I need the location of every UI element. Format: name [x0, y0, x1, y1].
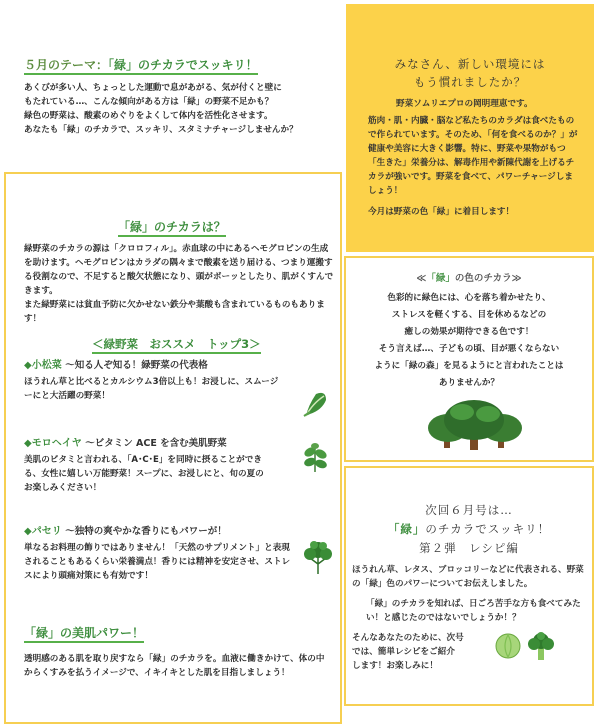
intro-section [24, 54, 344, 137]
intro-line-3: 緑色の野菜は、酸素のめぐりをよくして体内を活性化させます。 [24, 111, 273, 121]
next-line-3: 第２弾 レシピ編 [419, 541, 519, 555]
greeting-closing: 今月は野菜の色「緑」に着目します！ [368, 207, 515, 217]
next-body-3: そんなあなたのために、次号 では、簡単レシピをご紹介 します！お楽しみに！ [352, 633, 464, 671]
item-desc: 美肌のビタミと言われる、「A･C･E」を同時に摂ることができる、女性に嬉しい万能野菜！スープに、お浸しにと、旬の夏のお楽しみください！ [24, 455, 264, 493]
item-tagline: 〜独特の爽やかな香りにもパワーが！ [65, 526, 227, 537]
moroheiya-icon [298, 440, 332, 474]
item-desc: 単なるお料理の飾りではありません！「天然のサプリメント」と表現されることもあるくらい栄養満点！香りには精神を安定させ、ストレスにより頭痛対策にも有効です！ [24, 543, 291, 581]
parsley-icon [300, 536, 336, 576]
greeting-subtitle: 野菜ソムリエプロの岡明理恵です。 [396, 99, 533, 109]
forest-body: 色彩的に緑色には、心を落ち着かせたり、 ストレスを軽くする、目を休めるなどの 癒しの効果が期待できる色です！ そう言えば…、子どもの頃、目が悪くならない ように「緑の森」を見るようにと言われたことは ありませんか？ [374, 293, 564, 388]
next-line-2: 「緑」のチカラでスッキリ！ [387, 522, 551, 536]
broccoli-icon [526, 630, 556, 662]
item-desc: ほうれん草と比べるとカルシウム3倍以上も！お浸しに、スムージーにと大活躍の野菜！ [24, 377, 279, 401]
next-line-1: 次回６月号は… [425, 503, 513, 517]
top3-item-parsley [24, 524, 324, 583]
item-name: ◆パセリ [24, 526, 62, 537]
greeting-body: 筋肉・肌・内臓・脳など私たちのカラダは食べたもので作られています。そのため、「何を食べるのか？」が健康や美容に大きく影響。特に、野菜や果物がもつ「生きた」栄養分は、解毒作用や新陳代謝を上げるチカラが強いです。野菜を食べて、パワーチャージしましょう！ [368, 116, 578, 196]
intro-line-1: あくびが多い人、ちょっとした運動で息があがる、気が付くと壁に [24, 83, 282, 93]
item-tagline: 〜ビタミン ACE を含む美肌野菜 [85, 438, 227, 449]
greeting-line-2: もう慣れましたか？ [413, 75, 527, 89]
next-body-1: ほうれん草、レタス、ブロッコリーなどに代表される、野菜の「緑」色のパワーについてお伝えしました。 [352, 565, 584, 589]
top3-item-moroheiya [24, 436, 324, 495]
next-body-2: 「緑」のチカラを知れば、日ごろ苦手な方も食べてみたい！と感じたのではないでしょうか！？ [366, 599, 581, 623]
top3-heading: ＜緑野菜 おススメ トップ3＞ [92, 337, 261, 354]
item-name: ◆小松菜 [24, 360, 62, 371]
power-heading: 「緑」のチカラは？ [118, 220, 226, 237]
cabbage-icon [494, 632, 522, 660]
beauty-body: 透明感のある肌を取り戻すなら「緑」のチカラを。血液に働きかけて、体の中からくすみを払うイメージで、イキイキとした肌を目指しましょう！ [24, 654, 325, 678]
item-name: ◆モロヘイヤ [24, 438, 82, 449]
forest-heading: ≪「緑」の色のチカラ≫ [416, 273, 522, 284]
item-tagline: 〜知る人ぞ知る！緑野菜の代表格 [65, 360, 208, 371]
greeting-box [346, 4, 594, 252]
top3-item-komatsuna [24, 358, 294, 403]
beauty-heading: 「緑」の美肌パワー！ [24, 626, 144, 643]
power-body: 緑野菜のチカラの源は「クロロフィル」。赤血球の中にあるヘモグロビンの生成を助けます。ヘモグロビンはカラダの隅々まで酸素を送り届ける、つまり運搬する役割なので、不足すると酸欠状態になり、頭がボーッとしたり、肌がくすんできます。 また緑野菜には貧血予防に欠かせない鉄分や葉酸も含まれているものもあります！ [24, 244, 334, 324]
greeting-line-1: みなさん、新しい環境には [394, 57, 546, 71]
forest-icon [426, 396, 524, 452]
intro-title: ５月のテーマ：「緑」のチカラでスッキリ！ [24, 57, 258, 75]
komatsuna-icon [298, 386, 332, 420]
intro-line-2: もたれている…、こんな傾向がある方は「緑」の野菜不足かも？ [24, 97, 274, 107]
intro-line-4: あなたも「緑」のチカラで、スッキリ、スタミナチャージしませんか？ [24, 125, 298, 135]
